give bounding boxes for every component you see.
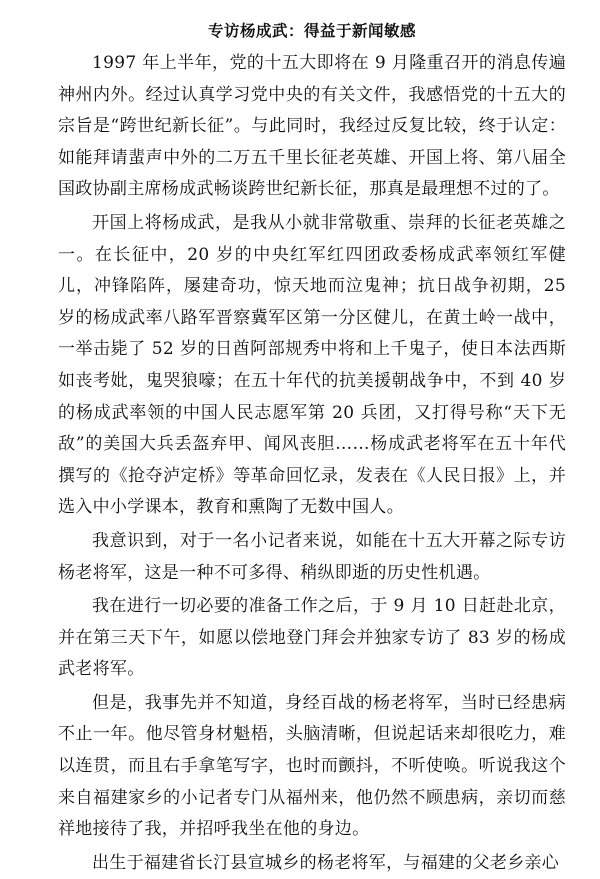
paragraph-1: 1997 年上半年，党的十五大即将在 9 月隆重召开的消息传遍神州内外。经过认真学习党中央的有关文件，我感悟党的十五大的宗旨是“跨世纪新长征”。与此同时，我经过反复比较，终于认定：如能拜请蜚声中外的二万五千里长征老英雄、开国上将、第八届全国政协副主席杨成武畅谈跨世纪新长征，那真是最理想不过的了。	[58, 53, 566, 200]
paragraph-6: 出生于福建省长汀县宣城乡的杨老将军，与福建的父老乡亲心	[92, 852, 560, 873]
article	[58, 20, 566, 879]
paragraph-3: 我意识到，对于一名小记者来说，如能在十五大开幕之际专访杨老将军，这是一种不可多得、稍纵即逝的历史性机遇。	[58, 530, 566, 583]
paragraph-4: 我在进行一切必要的准备工作之后，于 9 月 10 日赶赴北京，并在第三天下午，如愿以偿地登门拜会并独家专访了 83 岁的杨成武老将军。	[58, 596, 566, 680]
paragraph-2: 开国上将杨成武，是我从小就非常敬重、崇拜的长征老英雄之一。在长征中，20 岁的中央红军红四团政委杨成武率领红军健儿，冲锋陷阵，屡建奇功，惊天地而泣鬼神；抗日战争初期，25 岁的杨成武率八路军晋察冀军区第一分区健儿，在黄土岭一战中，一举击毙了 52 岁的日酋阿部规秀中将和上千鬼子，使日本法西斯如丧考妣，鬼哭狼嚎；在五十年代的抗美援朝战争中，不到 40 岁的杨成武率领的中国人民志愿军第 20 兵团，又打得号称“天下无敌”的美国大兵丢盔弃甲、闻风丧胆……杨成武老将军在五十年代撰写的《抢夺泸定桥》等革命回忆录，发表在《人民日报》上，并选入中小学课本，教育和熏陶了无数中国人。	[58, 212, 566, 518]
paragraph-5: 但是，我事先并不知道，身经百战的杨老将军，当时已经患病不止一年。他尽管身材魁梧，头脑清晰，但说起话来却很吃力，难以连贯，而且右手拿笔写字，也时而颤抖，不听使唤。听说我这个来自福建家乡的小记者专门从福州来，他仍然不顾患病，亲切而慈祥地接待了我，并招呼我坐在他的身边。	[58, 692, 566, 840]
article-title: 专访杨成武：得益于新闻敏感	[207, 22, 416, 40]
